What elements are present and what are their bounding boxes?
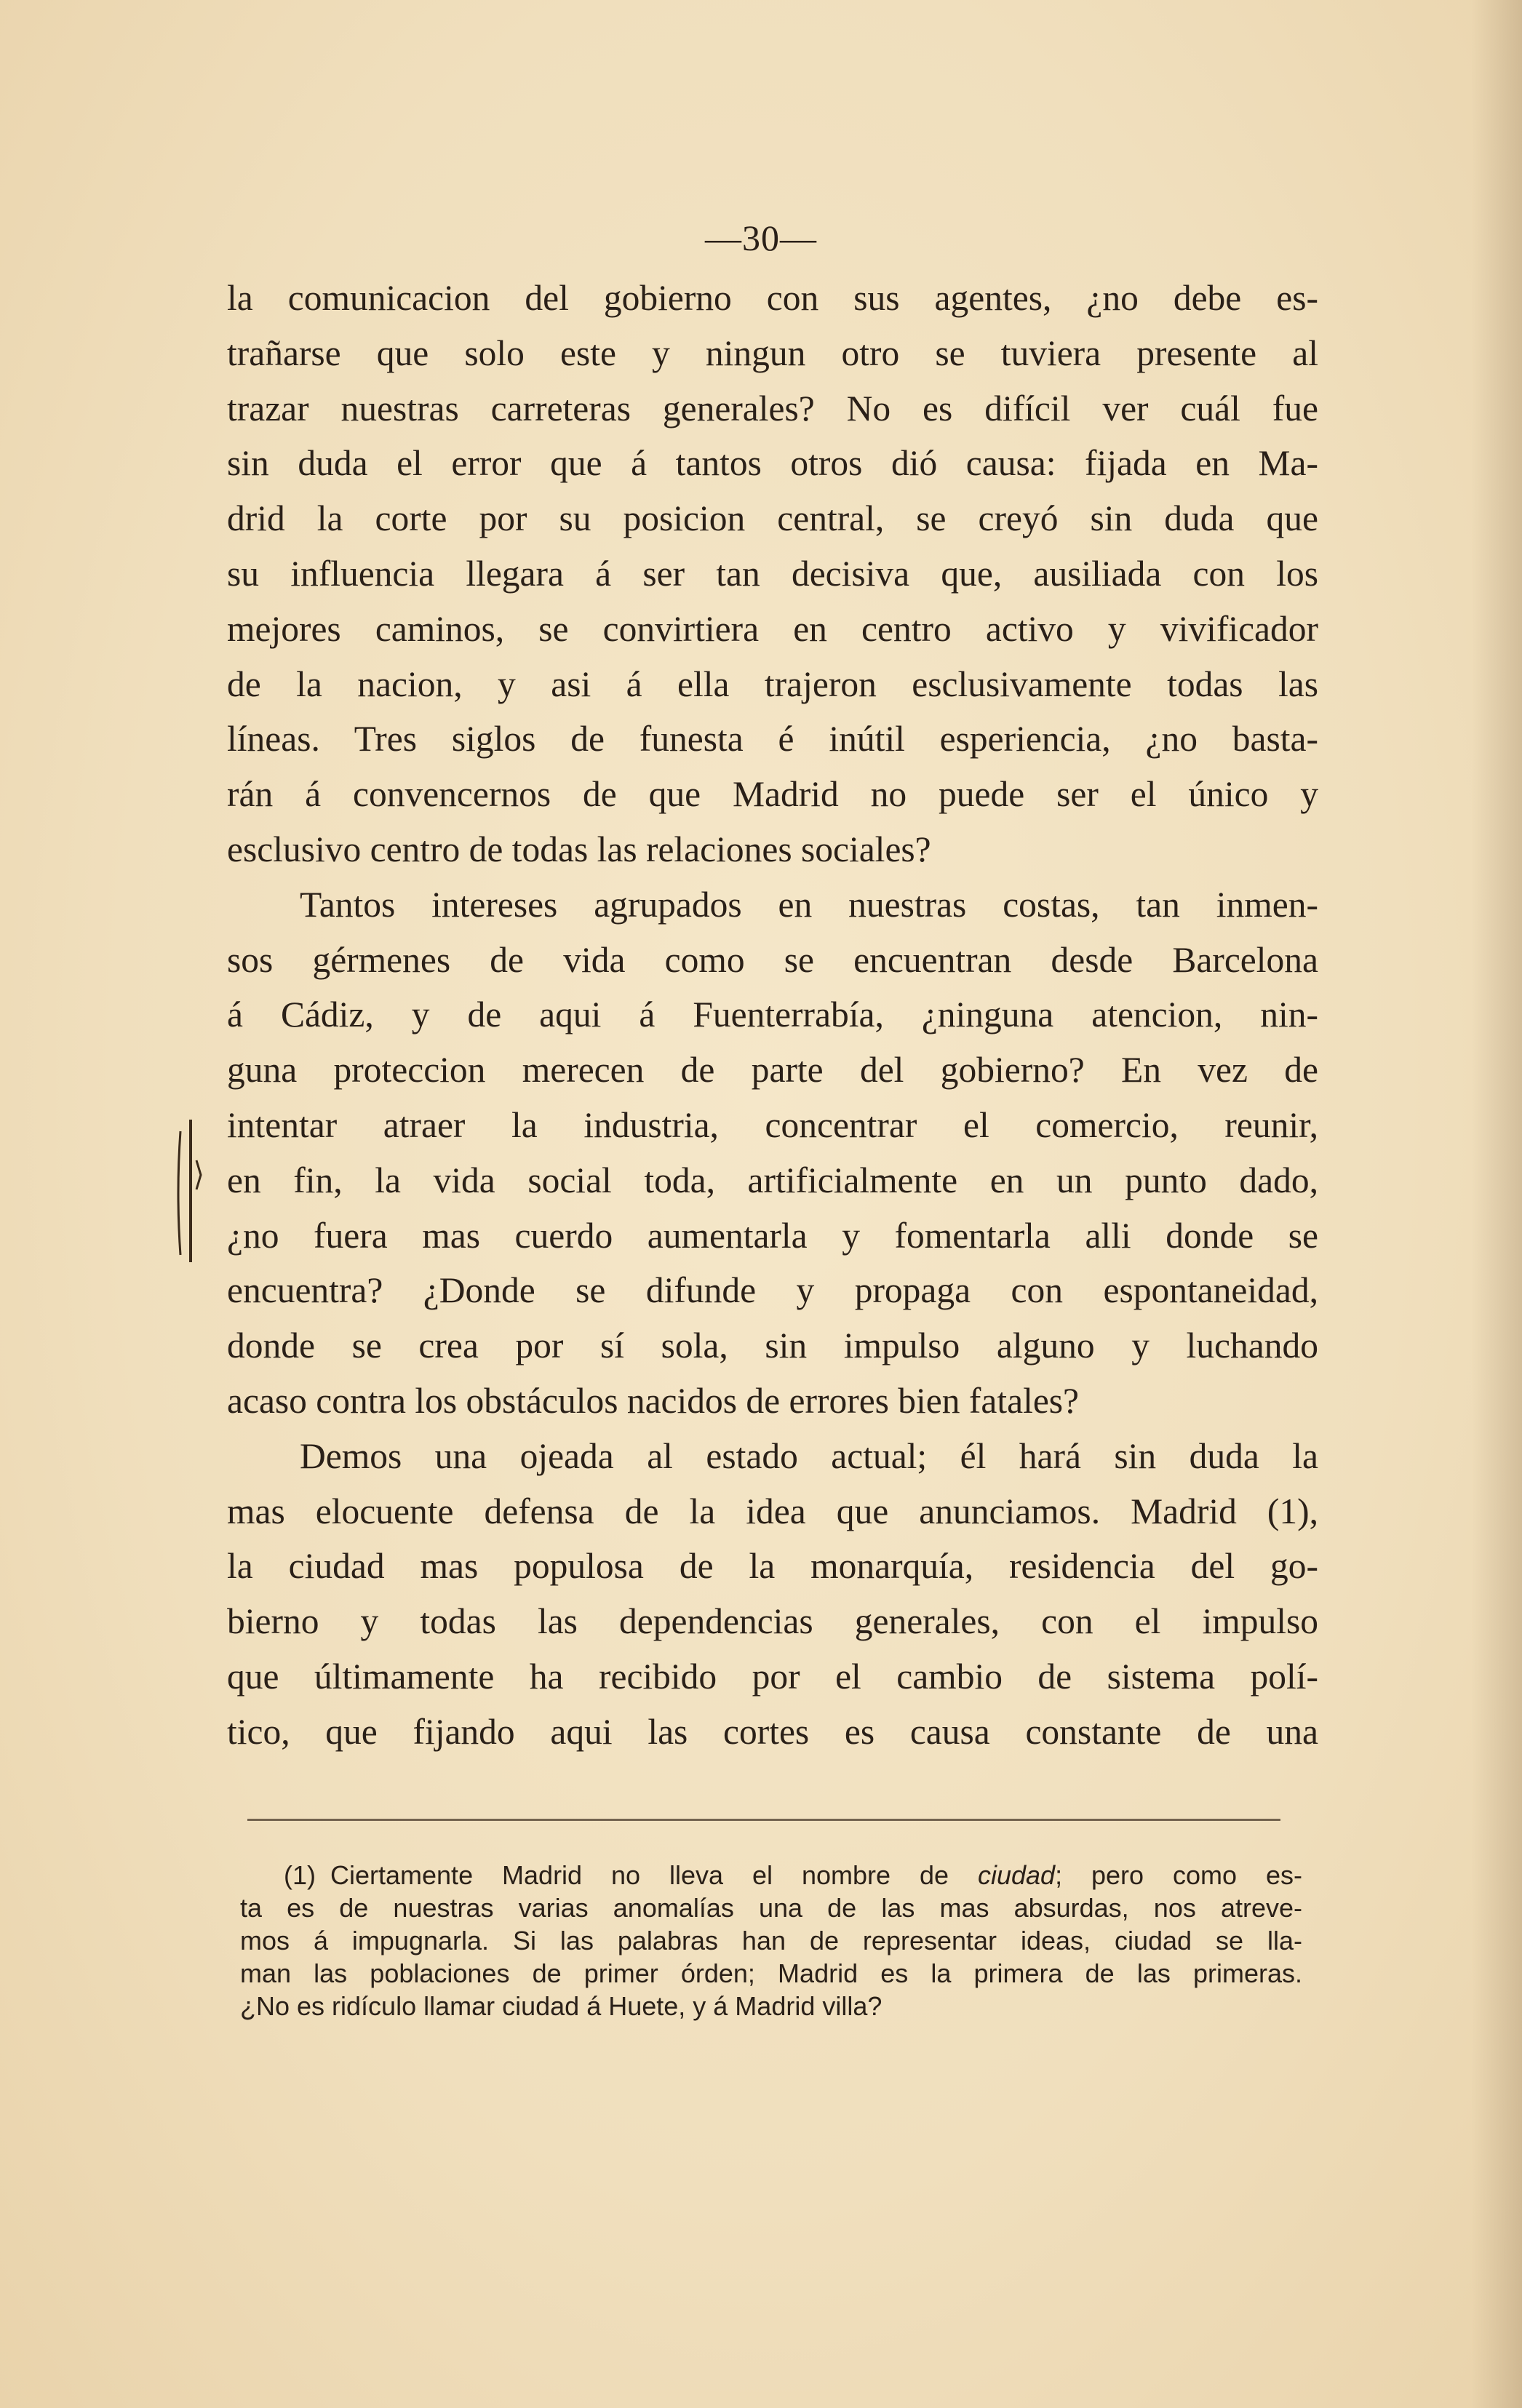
body-line: sos gérmenes de vida como se encuentran desde Barcelona bbox=[227, 939, 1318, 980]
footnote-text: ta es de nuestras varias anomalías una de las mas absurdas, nos atreve- bbox=[240, 1893, 1302, 1923]
footnote-text: ¿No es ridículo llamar ciudad á Huete, y á Madrid villa? bbox=[240, 1991, 882, 2021]
footnote-line bbox=[240, 1891, 1302, 1924]
body-line: mejores caminos, se convirtiera en centro activo y vivificador bbox=[227, 608, 1318, 649]
footnote-italic-text: ciudad bbox=[977, 1860, 1056, 1890]
body-line: trazar nuestras carreteras generales? No es difícil ver cuál fue bbox=[227, 388, 1318, 428]
body-line: encuentra? ¿Donde se difunde y propaga con espontaneidad, bbox=[227, 1270, 1318, 1311]
body-text bbox=[227, 271, 1318, 1760]
footnote-line bbox=[240, 1957, 1302, 1990]
body-line: donde se crea por sí sola, sin impulso alguno y luchando bbox=[227, 1325, 1318, 1366]
body-line: su influencia llegara á ser tan decisiva que, ausiliada con los bbox=[227, 553, 1318, 594]
body-line: bierno y todas las dependencias generales, con el impulso bbox=[227, 1601, 1318, 1642]
margin-bracket-mark bbox=[175, 1117, 204, 1269]
body-line: guna proteccion merecen de parte del gobierno? En vez de bbox=[227, 1050, 1318, 1091]
footnote-text: Ciertamente Madrid no lleva el nombre de bbox=[330, 1860, 978, 1890]
body-line: rán á convencernos de que Madrid no puede ser el único y bbox=[227, 774, 1318, 815]
footnote-text: man las poblaciones de primer órden; Madrid es la primera de las primeras. bbox=[240, 1958, 1302, 1988]
body-line: la comunicacion del gobierno con sus agentes, ¿no debe es- bbox=[227, 278, 1318, 318]
body-line: líneas. Tres siglos de funesta é inútil esperiencia, ¿no basta- bbox=[227, 719, 1318, 760]
footnote-mark: (1) bbox=[284, 1860, 316, 1890]
body-line: mas elocuente defensa de la idea que anunciamos. Madrid (1), bbox=[227, 1491, 1318, 1531]
body-line: en fin, la vida social toda, artificialmente en un punto dado, bbox=[227, 1160, 1318, 1200]
footnote bbox=[240, 1859, 1302, 2022]
body-line: drid la corte por su posicion central, se creyó sin duda que bbox=[227, 498, 1318, 539]
body-line: ¿no fuera mas cuerdo aumentarla y fomentarla alli donde se bbox=[227, 1215, 1318, 1256]
footnote-text: ; pero como es- bbox=[1055, 1860, 1302, 1890]
body-line: que últimamente ha recibido por el cambio de sistema polí- bbox=[227, 1656, 1318, 1697]
footnote-line bbox=[240, 1859, 1302, 1891]
body-line: esclusivo centro de todas las relaciones sociales? bbox=[227, 829, 931, 869]
footnote-separator bbox=[247, 1819, 1280, 1821]
body-line: trañarse que solo este y ningun otro se tuviera presente al bbox=[227, 332, 1318, 373]
footnote-line bbox=[240, 1990, 1302, 2022]
footnote-line bbox=[240, 1924, 1302, 1957]
body-line: Tantos intereses agrupados en nuestras costas, tan inmen- bbox=[300, 884, 1318, 925]
page-edge-shadow bbox=[1471, 0, 1522, 2408]
body-line: acaso contra los obstáculos nacidos de errores bien fatales? bbox=[227, 1380, 1080, 1421]
body-line: de la nacion, y asi á ella trajeron esclusivamente todas las bbox=[227, 663, 1318, 704]
body-line: intentar atraer la industria, concentrar el comercio, reunir, bbox=[227, 1104, 1318, 1145]
body-line: sin duda el error que á tantos otros dió causa: fijada en Ma- bbox=[227, 443, 1318, 484]
footnote-text: mos á impugnarla. Si las palabras han de representar ideas, ciudad se lla- bbox=[240, 1926, 1302, 1955]
body-line: á Cádiz, y de aqui á Fuenterrabía, ¿ninguna atencion, nin- bbox=[227, 994, 1318, 1035]
body-line: tico, que fijando aqui las cortes es causa constante de una bbox=[227, 1711, 1318, 1752]
page-number: —30— bbox=[705, 218, 817, 258]
body-line: Demos una ojeada al estado actual; él hará sin duda la bbox=[300, 1435, 1318, 1476]
body-line: la ciudad mas populosa de la monarquía, residencia del go- bbox=[227, 1546, 1318, 1587]
